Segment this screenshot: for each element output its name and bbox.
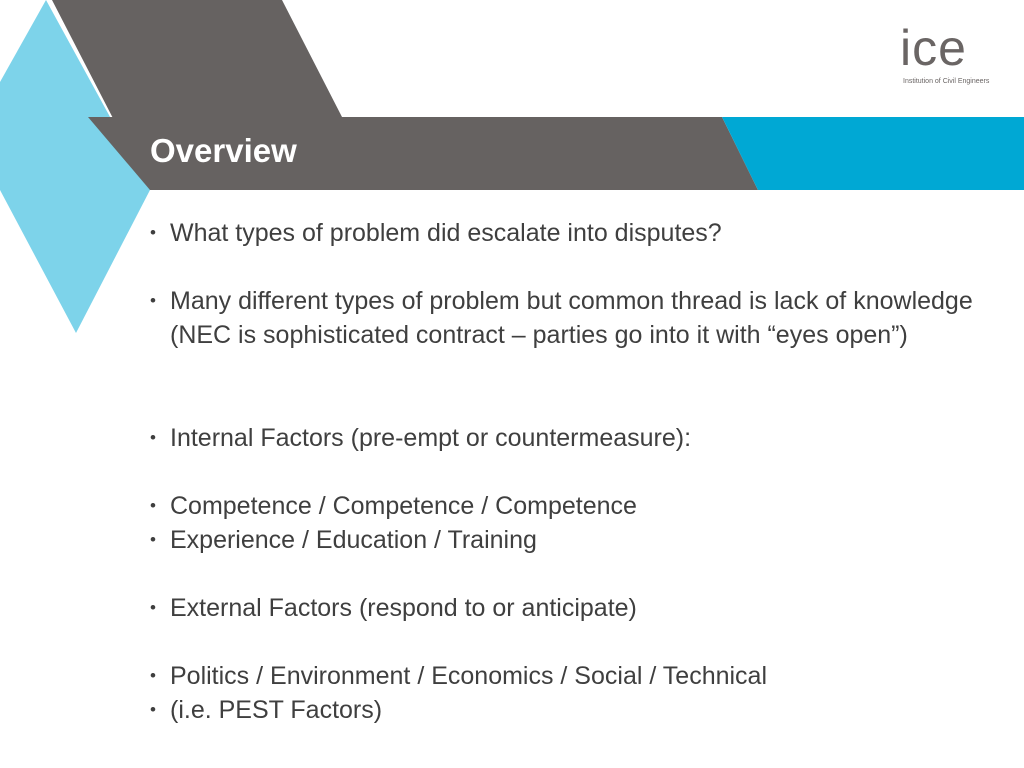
slide-title: Overview xyxy=(150,132,297,169)
bullet-text: Internal Factors (pre-empt or countermeasure): xyxy=(170,424,692,452)
logo-subtitle: Institution of Civil Engineers xyxy=(903,78,990,85)
bullet-text: External Factors (respond to or anticipate) xyxy=(170,594,637,622)
bullet-item xyxy=(150,216,1000,250)
bullet-icon: • xyxy=(150,700,156,719)
bullet-item xyxy=(150,489,1000,523)
ice-logo xyxy=(900,20,1000,89)
bullet-text: Competence / Competence / Competence xyxy=(170,492,637,520)
bullet-item xyxy=(150,591,1000,625)
bullet-text: What types of problem did escalate into disputes? xyxy=(170,219,722,247)
bullet-item xyxy=(150,421,1000,455)
cyan-title-band xyxy=(722,117,1024,190)
bullet-icon: • xyxy=(150,496,156,515)
bullet-item xyxy=(150,693,1000,727)
bullet-icon: • xyxy=(150,291,156,310)
bullet-item xyxy=(150,659,1000,693)
bullet-text: (i.e. PEST Factors) xyxy=(170,696,383,724)
bullet-text: Experience / Education / Training xyxy=(170,526,537,554)
bullet-text: Many different types of problem but common thread is lack of knowledge (NEC is sophisticated contract – parties go into it with “eyes open”) xyxy=(170,287,973,349)
bullet-icon: • xyxy=(150,223,156,242)
bullet-icon: • xyxy=(150,530,156,549)
logo-word: ice xyxy=(900,20,967,76)
bullet-item xyxy=(150,523,1000,557)
bullet-item xyxy=(150,284,1000,352)
bullet-text: Politics / Environment / Economics / Social / Technical xyxy=(170,662,768,690)
bullet-icon: • xyxy=(150,666,156,685)
bullet-icon: • xyxy=(150,598,156,617)
bullet-icon: • xyxy=(150,428,156,447)
